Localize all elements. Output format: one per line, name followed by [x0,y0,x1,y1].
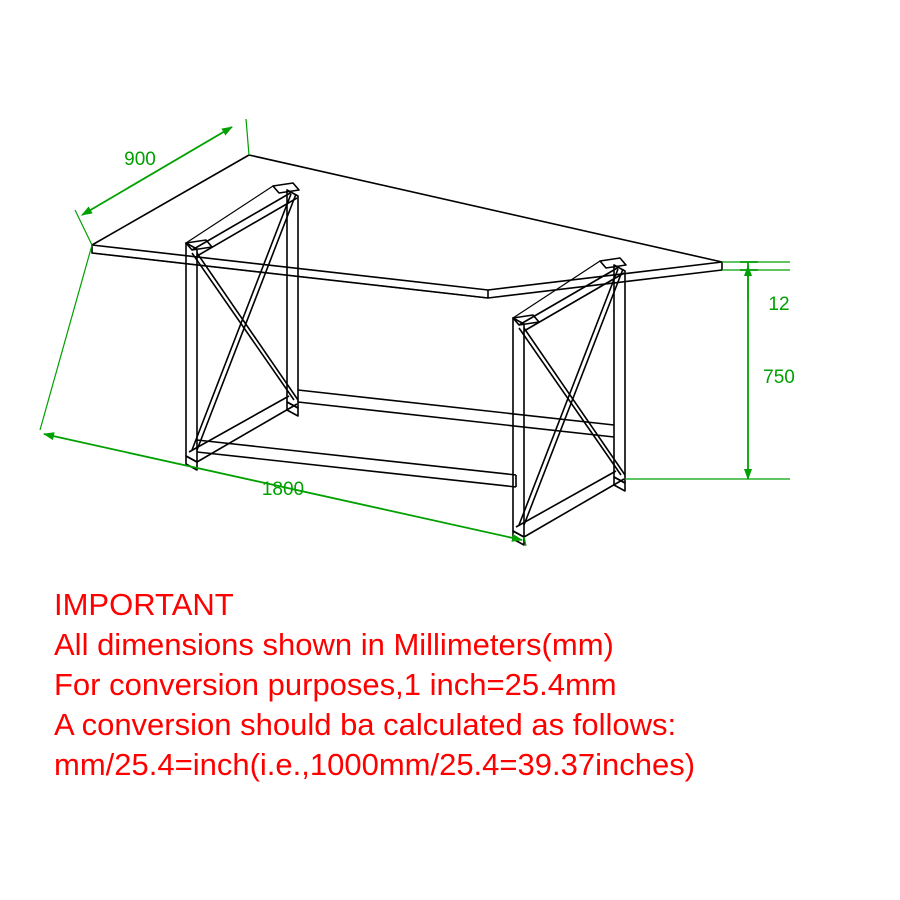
important-notes-block [54,585,894,785]
right-leg-frame [513,258,626,545]
dim-depth-900 [75,119,249,245]
notes-line-2: For conversion purposes,1 inch=25.4mm [54,667,617,702]
dim-width-1800 [40,245,526,546]
notes-heading: IMPORTANT [54,587,234,622]
dimension-label-thickness: 12 [768,294,790,315]
dimension-label-height: 750 [763,367,795,388]
left-leg-frame [186,183,299,470]
top-underside-lines [92,186,600,318]
notes-line-1: All dimensions shown in Millimeters(mm) [54,627,614,662]
dimension-lines [40,119,790,546]
notes-line-3: A conversion should ba calculated as follows: [54,707,677,742]
dim-thickness-12 [740,262,758,300]
center-stretcher [197,390,614,487]
dimension-labels [124,149,795,500]
dimension-label-depth: 900 [124,149,156,170]
notes-line-4: mm/25.4=inch(i.e.,1000mm/25.4=39.37inches) [54,747,696,782]
dimension-label-width: 1800 [261,479,305,500]
desk-geometry [92,155,722,545]
